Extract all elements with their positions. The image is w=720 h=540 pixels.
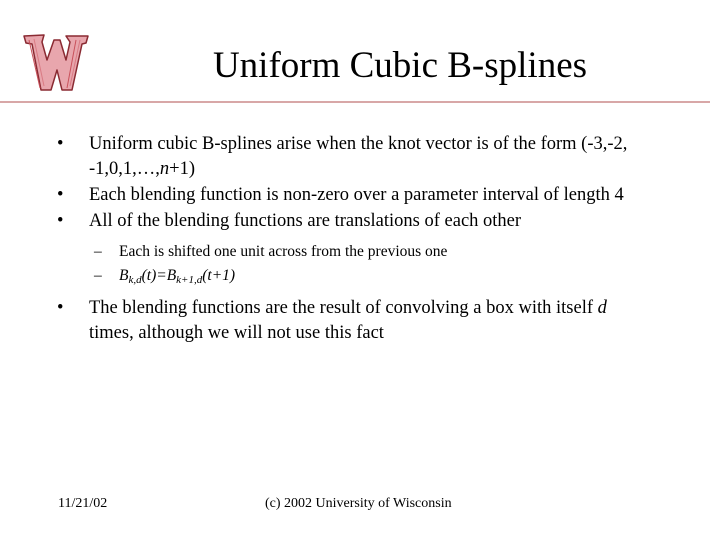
bullet-item xyxy=(57,209,687,234)
bullet-var-n: n xyxy=(159,159,170,179)
bullet-text: times, although we will not use this fact xyxy=(89,323,384,343)
bullet-item xyxy=(57,132,687,182)
equation-term: (t+1) xyxy=(202,267,236,284)
subbullet-marker: – xyxy=(94,243,102,260)
bullet-text: +1) xyxy=(169,159,196,179)
subbullet-item xyxy=(57,240,687,264)
equation-subscript: k+1,d xyxy=(176,274,203,286)
subbullet-marker: – xyxy=(94,267,102,284)
bullet-text: Uniform cubic B-splines arise when the knot vector is of the form (-3,-2, xyxy=(89,134,628,154)
equation-term: (t)=B xyxy=(141,267,177,284)
footer-copyright: (c) 2002 University of Wisconsin xyxy=(265,496,452,511)
bullet-item xyxy=(57,183,687,208)
title-divider xyxy=(0,101,710,103)
subbullet-item xyxy=(57,264,687,292)
bullet-text: -1,0,1,…, xyxy=(89,159,160,179)
bullet-marker: • xyxy=(57,185,64,205)
bullet-item xyxy=(57,296,687,346)
equation-term: B xyxy=(119,267,129,284)
bullet-marker: • xyxy=(57,211,64,231)
bullet-marker: • xyxy=(57,134,64,154)
bullet-marker: • xyxy=(57,298,64,318)
bullet-text: The blending functions are the result of convolving a box with itself xyxy=(89,298,598,318)
slide-title: Uniform Cubic B-splines xyxy=(212,45,588,86)
subbullet-text: Each is shifted one unit across from the previous one xyxy=(119,243,448,260)
bullet-text: All of the blending functions are translations of each other xyxy=(89,211,522,231)
university-w-logo-icon xyxy=(20,30,92,102)
equation-subscript: k,d xyxy=(128,274,142,286)
bullet-var-d: d xyxy=(597,298,607,318)
slide-body xyxy=(57,132,687,347)
footer-date: 11/21/02 xyxy=(58,496,108,511)
bullet-text: Each blending function is non-zero over a parameter interval of length 4 xyxy=(89,185,624,205)
